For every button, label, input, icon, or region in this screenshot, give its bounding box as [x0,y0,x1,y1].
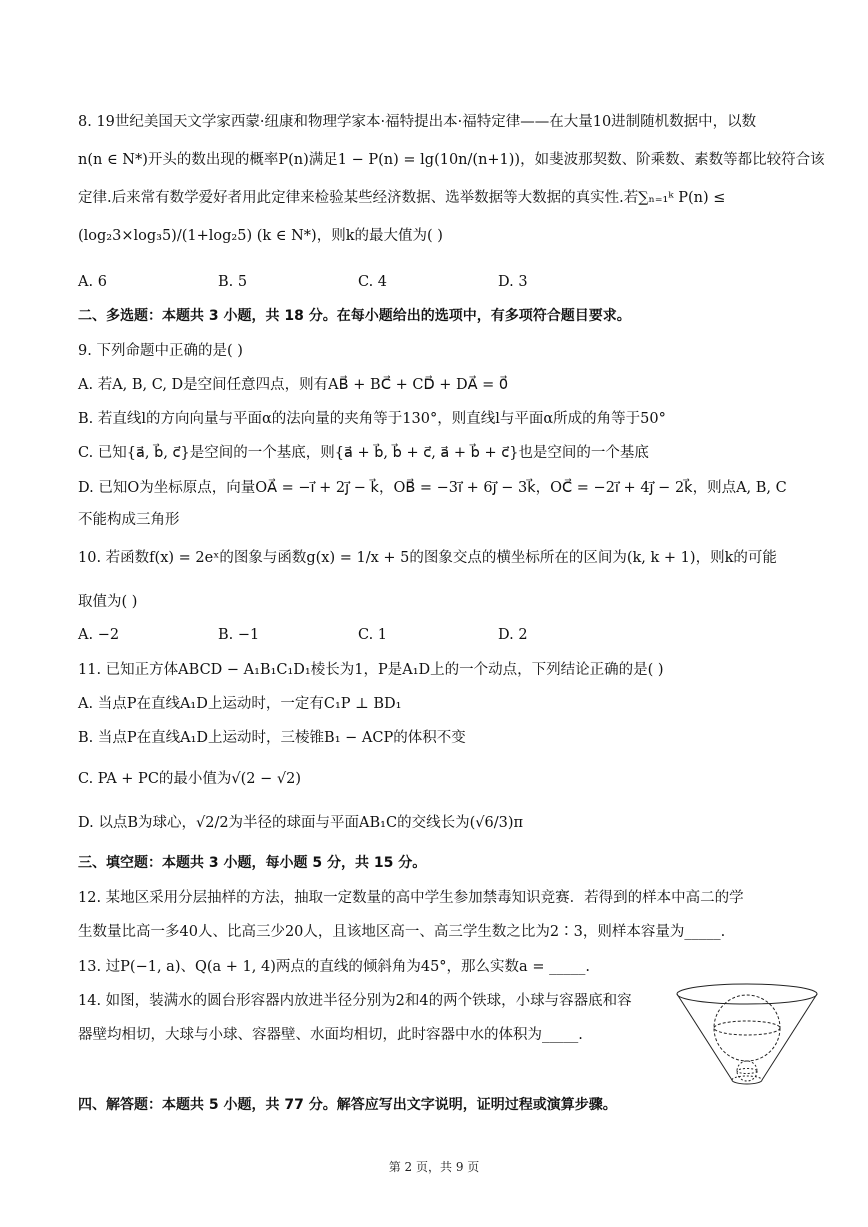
q8-line-4: (log₂3×log₃5)/(1+log₂5) (k ∈ N*)，则k的最大值为( ) [78,228,443,244]
q9-option-a: A. 若A, B, C, D是空间任意四点，则有AB⃗ + BC⃗ + CD⃗ + DA⃗ = 0⃗ [78,377,509,393]
q10-line-1: 10. 若函数f(x) = 2eˣ的图象与函数g(x) = 1/x + 5的图象交点的横坐标所在的区间为(k, k + 1)，则k的可能 [78,550,777,566]
q8-option-b: B. 5 [218,274,248,290]
page-footer: 第 2 页，共 9 页 [388,1160,480,1174]
section-3-heading: 三、填空题：本题共 3 小题，每小题 5 分，共 15 分。 [78,855,427,871]
q10-options [78,625,828,645]
section-4-heading: 四、解答题：本题共 5 小题，共 77 分。解答应写出文字说明，证明过程或演算步骤。 [78,1097,617,1113]
q9-option-d-line-1: D. 已知O为坐标原点，向量OA⃗ = −i⃗ + 2j⃗ − k⃗，OB⃗ = −3i⃗ + 6j⃗ − 3k⃗，OC⃗ = −2i⃗ + 4j⃗ − 2k⃗，则点A, B, C [78,480,787,496]
q9-option-c: C. 已知{a⃗, b⃗, c⃗}是空间的一个基底，则{a⃗ + b⃗, b⃗ + c⃗, a⃗ + b⃗ + c⃗}也是空间的一个基底 [78,445,649,461]
frustum-container-figure [672,980,822,1092]
q8-option-c: C. 4 [358,274,388,290]
q12-line-2: 生数量比高一多40人、比高三少20人，且该地区高一、高三学生数之比为2∶3，则样本容量为_____. [78,924,726,940]
q8-option-d: D. 3 [498,274,528,290]
q12-line-1: 12. 某地区采用分层抽样的方法，抽取一定数量的高中学生参加禁毒知识竞赛．若得到的样本中高二的学 [78,890,744,906]
q11-option-d: D. 以点B为球心，√2/2为半径的球面与平面AB₁C的交线长为(√6/3)π [78,815,524,831]
q8-option-a: A. 6 [78,274,107,290]
q10-option-a: A. −2 [78,627,120,643]
q10-option-b: B. −1 [218,627,260,643]
q11-option-a: A. 当点P在直线A₁D上运动时，一定有C₁P ⊥ BD₁ [78,696,402,712]
q10-line-2: 取值为( ) [78,594,138,610]
q14-line-2: 器壁均相切，大球与小球、容器壁、水面均相切，此时容器中水的体积为_____. [78,1027,583,1043]
q10-option-c: C. 1 [358,627,388,643]
q14-line-1: 14. 如图，装满水的圆台形容器内放进半径分别为2和4的两个铁球，小球与容器底和容 [78,993,632,1009]
q11-option-c: C. PA + PC的最小值为√(2 − √2) [78,771,302,787]
section-2-heading: 二、多选题：本题共 3 小题，共 18 分。在每小题给出的选项中，有多项符合题目要求。 [78,308,631,324]
q11-stem: 11. 已知正方体ABCD − A₁B₁C₁D₁棱长为1，P是A₁D上的一个动点，下列结论正确的是( ) [78,662,664,678]
q13-line: 13. 过P(−1, a)、Q(a + 1, 4)两点的直线的倾斜角为45°，那么实数a = _____. [78,959,590,975]
q8-line-3: 定律.后来常有数学爱好者用此定律来检验某些经济数据、选举数据等大数据的真实性.若∑ₙ₌₁ᵏ P(n) ≤ [78,190,726,206]
q9-option-d-line-2: 不能构成三角形 [78,512,180,528]
q8-options [78,272,828,292]
q9-option-b: B. 若直线l的方向向量与平面α的法向量的夹角等于130°，则直线l与平面α所成的角等于50° [78,411,666,427]
q9-stem: 9. 下列命题中正确的是( ) [78,343,243,359]
q11-option-b: B. 当点P在直线A₁D上运动时，三棱锥B₁ − ACP的体积不变 [78,730,466,746]
q8-line-2: n(n ∈ N*)开头的数出现的概率P(n)满足1 − P(n) = lg(10n/(n+1))，如斐波那契数、阶乘数、素数等都比较符合该 [78,152,825,168]
q10-option-d: D. 2 [498,627,528,643]
q8-line-1: 8. 19世纪美国天文学家西蒙·纽康和物理学家本·福特提出本·福特定律——在大量10进制随机数据中，以数 [78,114,757,130]
